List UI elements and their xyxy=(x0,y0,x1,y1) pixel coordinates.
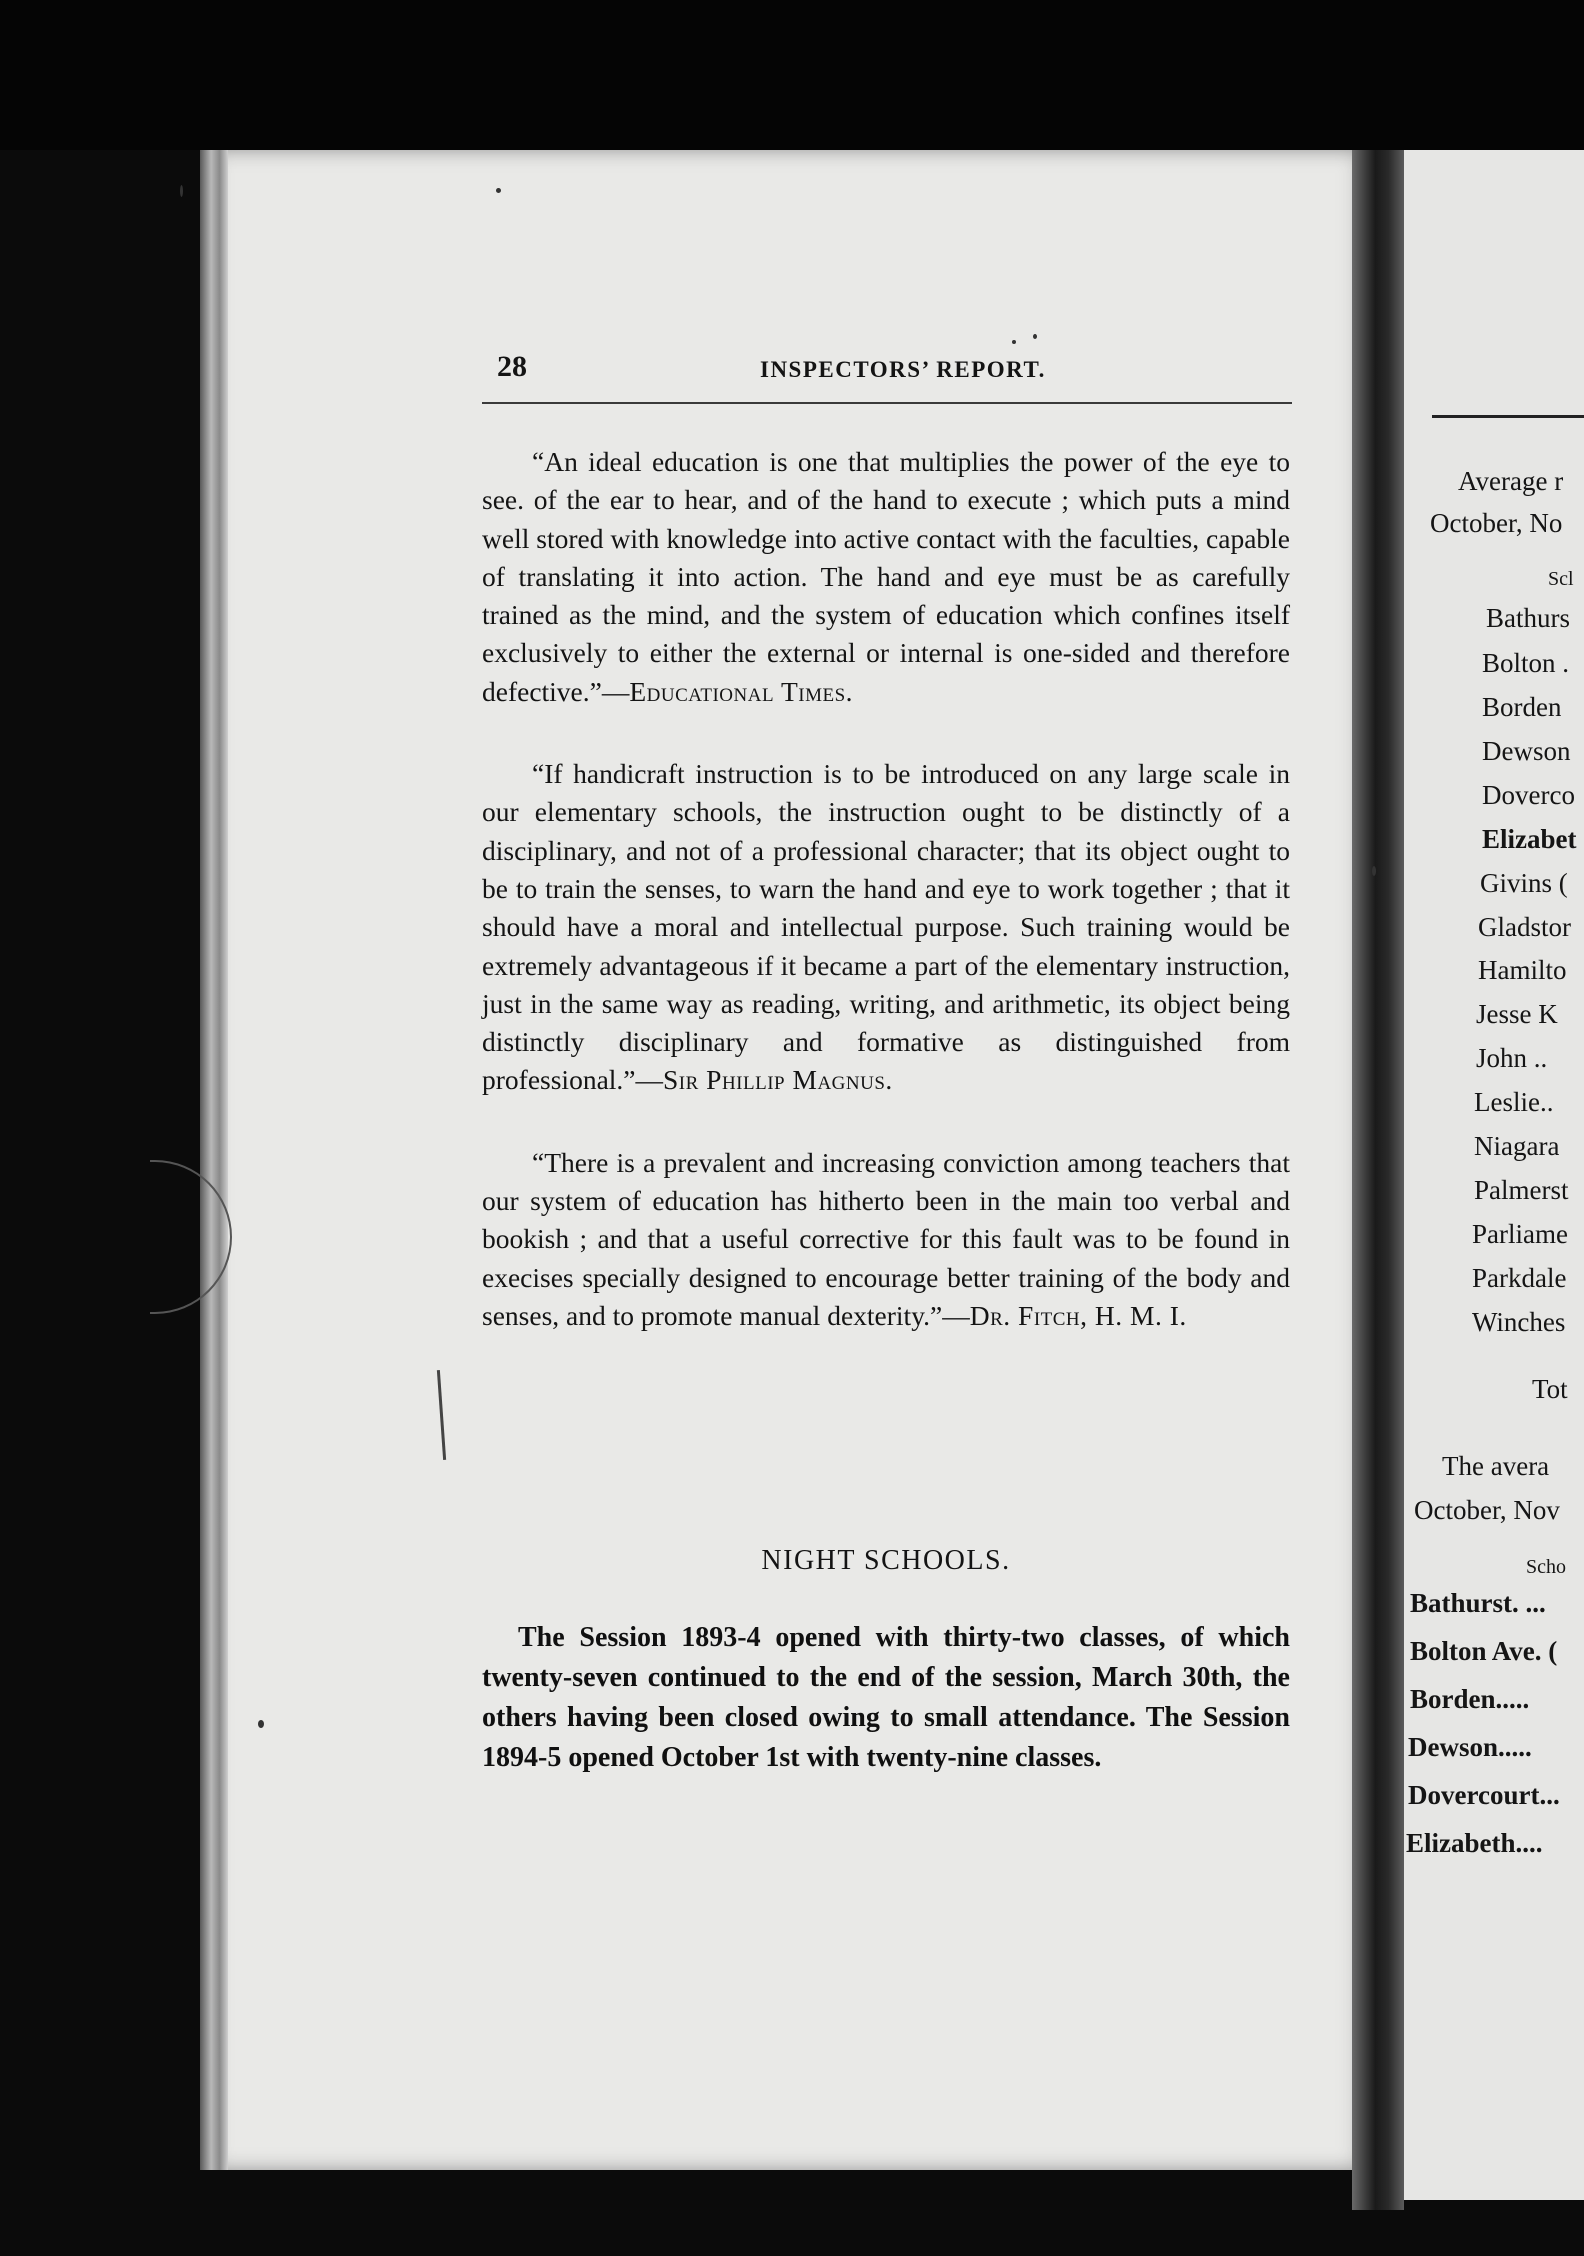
scan-speck xyxy=(496,188,501,193)
scan-border xyxy=(0,0,1584,150)
quote-text: “If handicraft instruction is to be introduced on any large scale in our elementary schools, the instruction ought to be distinctly of a disciplinary, and not of a professional character; that its object ought to be to train the senses, to warn the hand and eye to work together ; that it should have a moral and intellectual purpose. Such training would be extremely advantageous if it became a part of the elementary instruction, just in the same way as reading, writing, and arithmetic, its object being distinctly disciplinary and formative as distinguished from professional.”— xyxy=(482,758,1290,1096)
right-school-row: Bathurs xyxy=(1486,603,1570,633)
right-school-row: Leslie.. xyxy=(1474,1087,1554,1117)
quote-attribution: Sir Phillip Magnus. xyxy=(663,1064,893,1096)
scan-speck xyxy=(1012,340,1016,344)
right-school-row: Borden xyxy=(1482,692,1562,722)
right-school-row: Bathurst. ... xyxy=(1410,1588,1546,1618)
right-school-row: Dewson..... xyxy=(1408,1732,1532,1762)
right-school-row: Hamilto xyxy=(1478,955,1567,985)
right-school-row: Bolton . xyxy=(1482,648,1570,678)
right-school-row: Borden..... xyxy=(1410,1684,1530,1714)
right-total-label: Tot xyxy=(1532,1374,1568,1404)
scan-speck xyxy=(258,1720,264,1728)
right-school-row: Winches xyxy=(1472,1307,1566,1337)
right-school-row: Givins ( xyxy=(1480,868,1568,898)
right-header-rule xyxy=(1432,415,1584,418)
right-school-row: Parliame xyxy=(1472,1219,1568,1249)
running-head: INSPECTORS’ REPORT. xyxy=(760,357,1046,382)
scan-speck xyxy=(180,185,183,197)
page-edge xyxy=(200,150,228,2170)
header-rule xyxy=(482,402,1292,404)
right-school-row: Jesse K xyxy=(1476,999,1558,1029)
right-column-label: Scl xyxy=(1548,568,1574,590)
quotations-block xyxy=(482,443,1290,1335)
night-schools-paragraph: The Session 1893-4 opened with thirty-two classes, of which twenty-seven continued to the end of the session, March 30th, the others having been closed owing to small attendance. The Session 1894-5 opened October 1st with twenty-nine classes. xyxy=(482,1622,1290,1773)
right-heading-line: October, Nov xyxy=(1414,1495,1560,1525)
right-column-label: Scho xyxy=(1526,1556,1566,1578)
right-heading-line: Average r xyxy=(1458,466,1564,496)
scan-speck xyxy=(1033,334,1037,339)
right-school-row: Elizabeth.... xyxy=(1406,1828,1543,1858)
right-school-row: Niagara xyxy=(1474,1131,1560,1161)
right-heading-line: October, No xyxy=(1430,508,1563,538)
right-school-row: Gladstor xyxy=(1478,912,1571,942)
quote-dr-fitch xyxy=(482,1144,1290,1335)
quote-attribution: Dr. Fitch, H. M. I. xyxy=(969,1299,1187,1331)
quote-text: “There is a prevalent and increasing conviction among teachers that our system of education has hitherto been in the main too verbal and bookish ; and that a useful corrective for this fault was to be found in execises specially designed to encourage better training of the body and senses, and to promote manual dexterity.”— xyxy=(482,1146,1290,1331)
right-school-row: Palmerst xyxy=(1474,1175,1569,1205)
right-school-row: Elizabet xyxy=(1482,824,1577,854)
right-school-row: John .. xyxy=(1476,1043,1548,1073)
right-heading-line: The avera xyxy=(1442,1451,1550,1481)
right-school-row: Doverco xyxy=(1482,780,1575,810)
right-school-row: Dewson xyxy=(1482,736,1571,766)
section-title: NIGHT SCHOOLS. xyxy=(761,1545,1011,1576)
quote-attribution: Educational Times. xyxy=(629,675,854,707)
book-gutter xyxy=(1352,150,1404,2210)
right-school-row: Dovercourt... xyxy=(1408,1780,1560,1810)
quote-text: “An ideal education is one that multiplies the power of the eye to see. of the ear to hear, and of the hand to execute ; which puts a mind well stored with knowledge into active contact with the faculties, capable of translating it into action. The hand and eye must be as carefully trained as the mind, and the system of education which confines itself exclusively to either the external or internal is one-sided and therefore defective.”— xyxy=(482,446,1290,707)
right-school-row: Bolton Ave. ( xyxy=(1410,1636,1558,1666)
right-school-row: Parkdale xyxy=(1472,1263,1567,1293)
page-number: 28 xyxy=(497,350,527,383)
quote-educational-times xyxy=(482,443,1290,711)
quote-sir-phillip-magnus xyxy=(482,755,1290,1100)
scan-speck xyxy=(1372,866,1376,876)
